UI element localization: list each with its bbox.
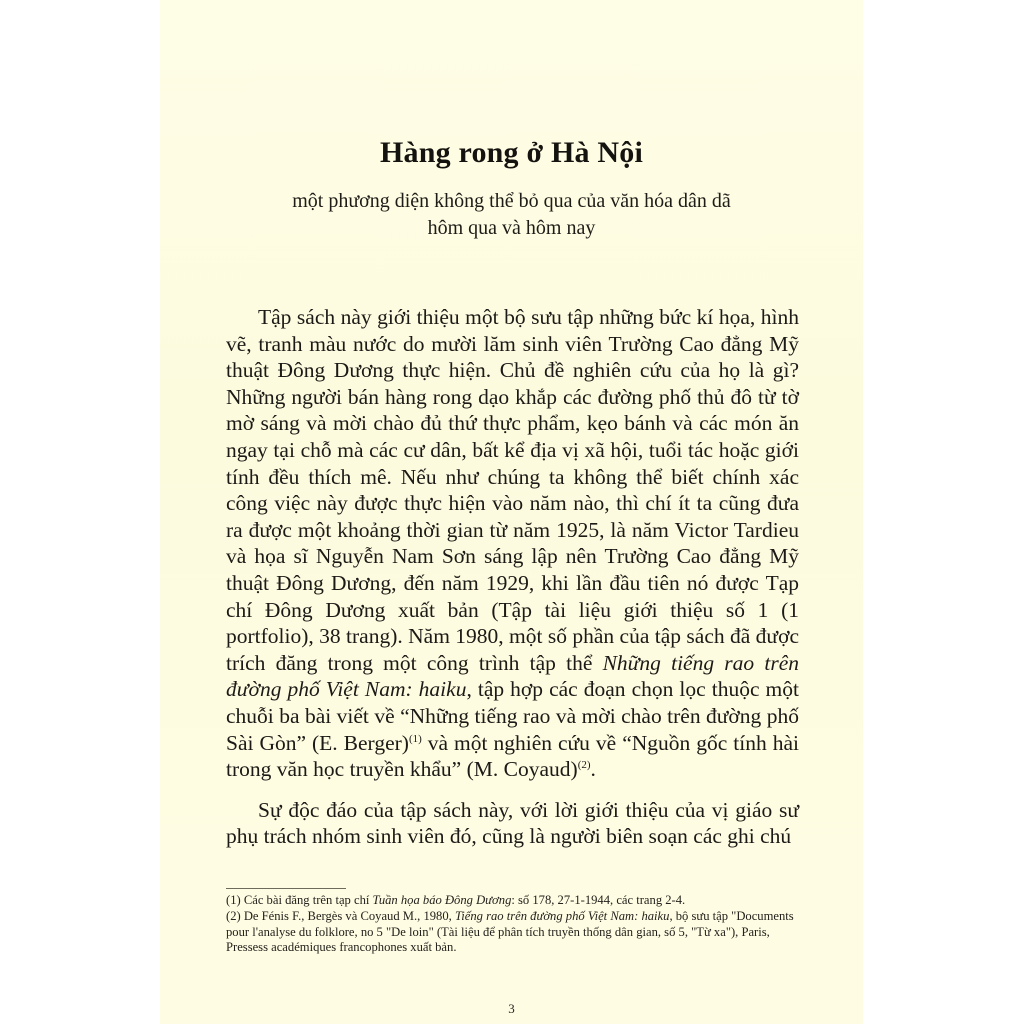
- text-run: và một nghiên cứu về “Nguồn gốc tính hài trong văn học truyền khẩu” (M. Coyaud): [226, 730, 799, 782]
- paragraph: [226, 304, 799, 783]
- italic-title-reference: Những tiếng rao trên đường phố Việt Nam: haiku: [226, 650, 799, 702]
- footnote-ref-1[interactable]: (1): [408, 732, 422, 745]
- footnotes: [226, 893, 806, 956]
- text-run: , tập hợp các đoạn chọn lọc thuộc một chuỗi ba bài viết về “Những tiếng rao và mời chào trên đường phố Sài Gòn” (E. Berger): [226, 677, 799, 755]
- subtitle-line: một phương diện không thể bỏ qua của văn hóa dân dã: [292, 190, 731, 212]
- text-run: .: [590, 757, 596, 782]
- body-text: [226, 304, 799, 850]
- text-run: Tập sách này giới thiệu một bộ sưu tập những bức kí họa, hình vẽ, tranh màu nước do mười lăm sinh viên Trường Cao đẳng Mỹ thuật Đông Dương thực hiện. Chủ đề nghiên cứu của họ là gì? Những người bán hàng rong dạo khắp các đường phố thủ đô từ tờ mờ sáng và mời chào đủ thứ thực phẩm, kẹo bánh và các món ăn ngay tại chỗ mà các cư dân, bất kể địa vị xã hội, tuổi tác hoặc giới tính đều thích mê. Nếu như chúng ta không thể biết chính xác công việc này được thực hiện vào năm nào, thì chí ít ta cũng đưa ra được một khoảng thời gian từ năm 1925, là năm Victor Tardieu và họa sĩ Nguyễn Nam Sơn sáng lập nên Trường Cao đẳng Mỹ thuật Đông Dương, đến năm 1929, khi lần đầu tiên nó được Tạp chí Đông Dương xuất bản (Tập tài liệu giới thiệu số 1 (1 portfolio), 38 trang). Năm 1980, một số phần của tập sách đã được trích đăng trong một công trình tập thể: [226, 305, 799, 675]
- italic-title-reference: Tuần họa báo Đông Dương: [372, 893, 512, 907]
- italic-title-reference: Tiếng rao trên đường phố Việt Nam: haiku: [454, 908, 670, 923]
- text-run: (2) De Fénis F., Bergès và Coyaud M., 1980,: [226, 908, 455, 923]
- paragraph: [226, 797, 799, 850]
- book-page: [160, 0, 863, 1024]
- text-run: (1) Các bài đăng trên tạp chí: [226, 893, 373, 907]
- chapter-subtitle: [220, 188, 803, 242]
- footnote-divider: [226, 888, 346, 889]
- subtitle-line: hôm qua và hôm nay: [427, 217, 596, 239]
- text-run: , bộ sưu tập "Documents pour l'analyse du folklore, no 5 "De loin" (Tài liệu để phân tích truyền thống dân gian, số 5, "Từ xa"), Paris, Pressess académiques francophones xuất bản.: [226, 908, 794, 955]
- page-number: 3: [508, 1001, 515, 1016]
- text-run: : số 178, 27-1-1944, các trang 2-4.: [511, 893, 686, 907]
- text-run: Sự độc đáo của tập sách này, với lời giới thiệu của vị giáo sư phụ trách nhóm sinh viên đó, cũng là người biên soạn các ghi chú: [226, 797, 799, 849]
- footnote-2: [226, 909, 806, 956]
- footnote-1: [226, 893, 806, 909]
- chapter-title: Hàng rong ở Hà Nội: [379, 136, 644, 169]
- footnote-ref-2[interactable]: (2): [577, 759, 591, 772]
